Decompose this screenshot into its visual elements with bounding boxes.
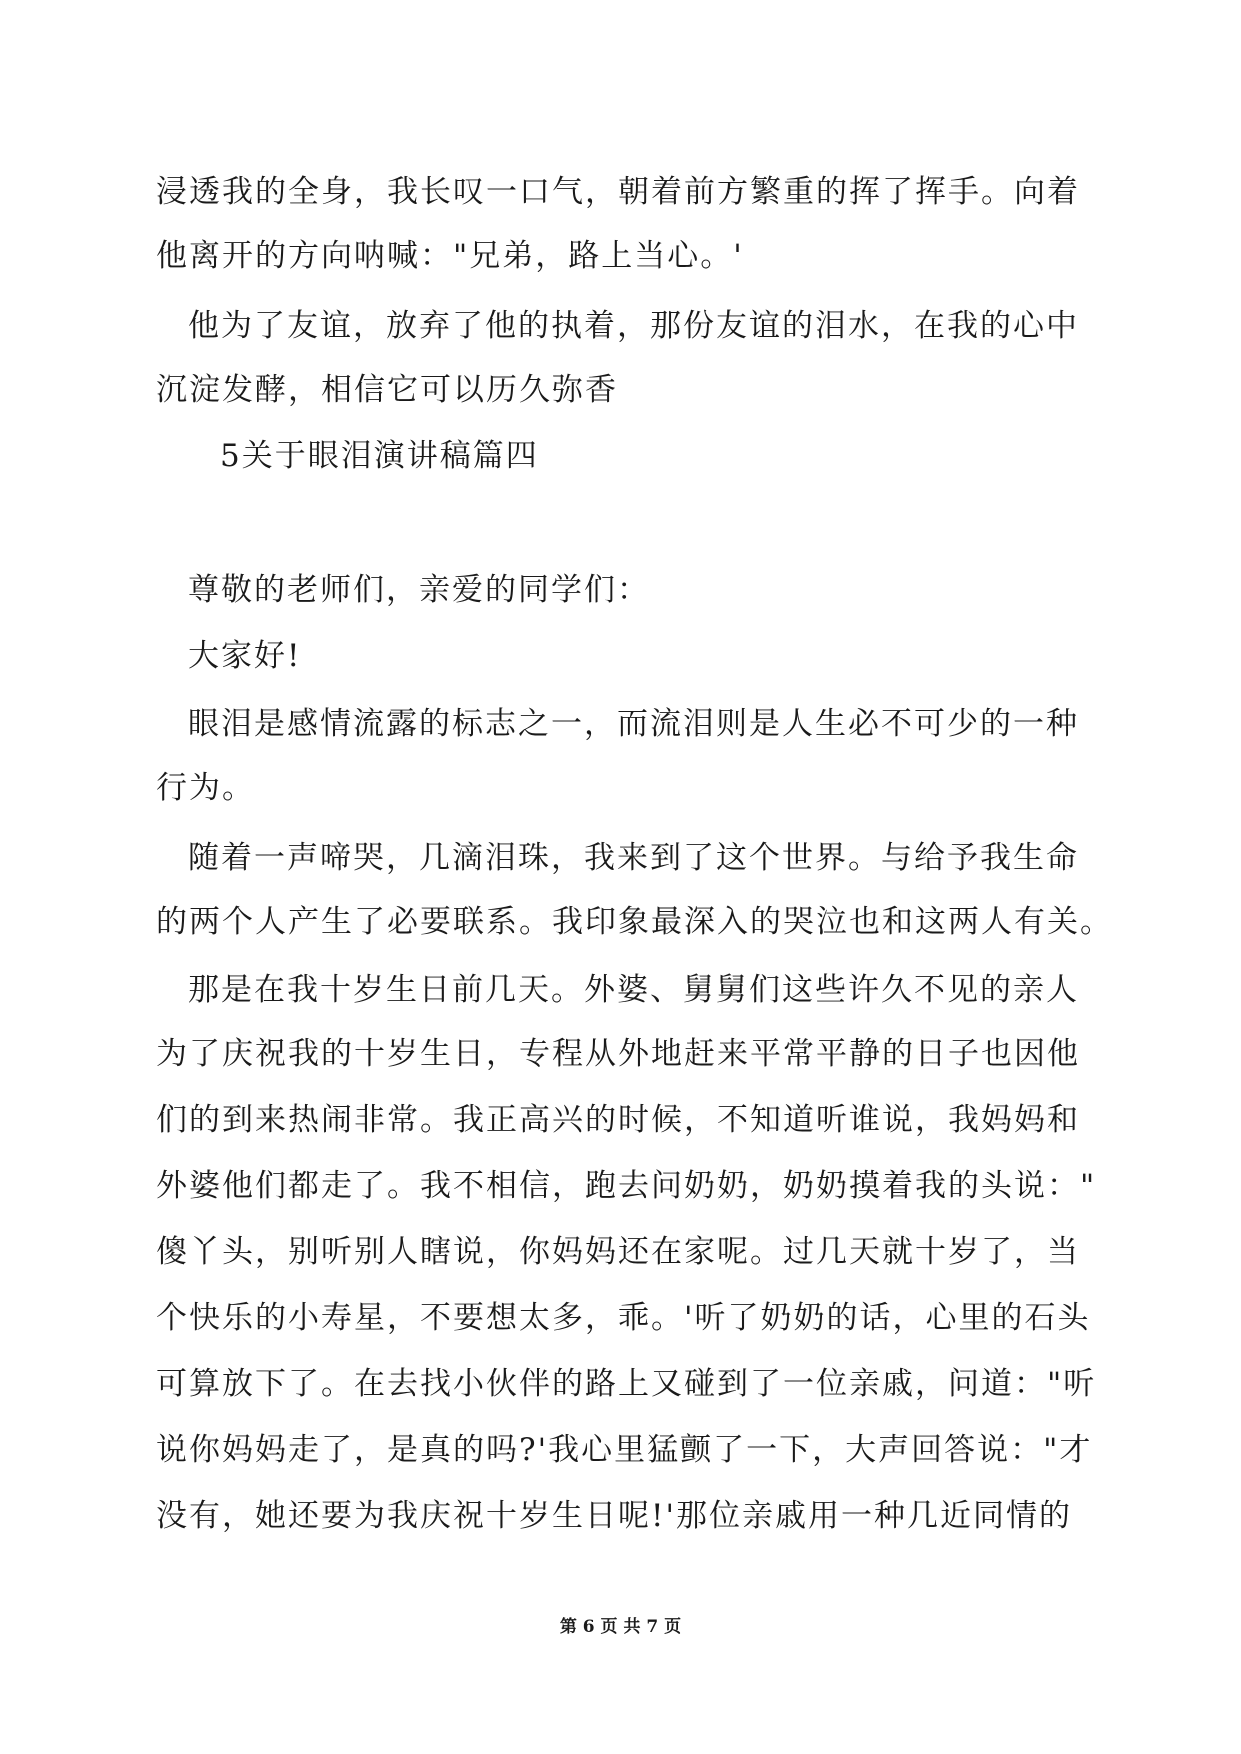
paragraph-line: 傻丫头，别听别人瞎说，你妈妈还在家呢。过几天就十岁了，当	[156, 1234, 1080, 1270]
paragraph-line: 外婆他们都走了。我不相信，跑去问奶奶，奶奶摸着我的头说："	[156, 1168, 1097, 1204]
paragraph-line: 为了庆祝我的十岁生日，专程从外地赶来平常平静的日子也因他	[156, 1036, 1080, 1072]
paragraph-line: 他为了友谊，放弃了他的执着，那份友谊的泪水，在我的心中	[188, 308, 1079, 344]
section-heading: 5关于眼泪演讲稿篇四	[220, 438, 539, 474]
greeting: 大家好!	[188, 638, 302, 674]
paragraph-line: 没有，她还要为我庆祝十岁生日呢!'那位亲戚用一种几近同情的	[156, 1498, 1072, 1534]
paragraph-line: 可算放下了。在去找小伙伴的路上又碰到了一位亲戚，问道："听	[156, 1366, 1097, 1402]
paragraph-line: 的两个人产生了必要联系。我印象最深入的哭泣也和这两人有关。	[156, 904, 1113, 940]
paragraph-line: 沉淀发酵，相信它可以历久弥香	[156, 372, 618, 408]
paragraph-line: 他离开的方向呐喊："兄弟，路上当心。'	[156, 238, 744, 274]
paragraph-line: 随着一声啼哭，几滴泪珠，我来到了这个世界。与给予我生命	[188, 840, 1079, 876]
paragraph-line: 眼泪是感情流露的标志之一，而流泪则是人生必不可少的一种	[188, 706, 1079, 742]
salutation: 尊敬的老师们，亲爱的同学们：	[188, 572, 650, 608]
paragraph-line: 浸透我的全身，我长叹一口气，朝着前方繁重的挥了挥手。向着	[156, 174, 1080, 210]
page-footer: 第 6 页 共 7 页	[559, 1617, 682, 1637]
paragraph-line: 说你妈妈走了，是真的吗?'我心里猛颤了一下，大声回答说："才	[156, 1432, 1093, 1468]
paragraph-line: 那是在我十岁生日前几天。外婆、舅舅们这些许久不见的亲人	[188, 972, 1079, 1008]
paragraph-line: 们的到来热闹非常。我正高兴的时候，不知道听谁说，我妈妈和	[156, 1102, 1080, 1138]
paragraph-line: 行为。	[156, 770, 255, 806]
paragraph-line: 个快乐的小寿星，不要想太多，乖。'听了奶奶的话，心里的石头	[156, 1300, 1091, 1336]
